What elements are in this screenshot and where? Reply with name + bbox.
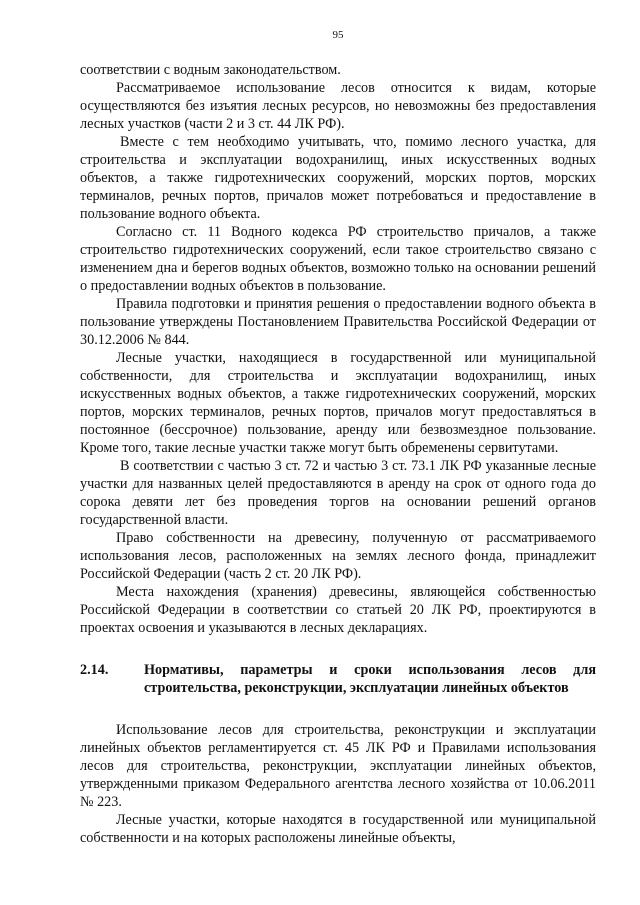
paragraph: Вместе с тем необходимо учитывать, что, помимо лесного участка, для строительства и эксплуатации водохранилищ, иных искусственных водных объектов, а также гидротехнических сооружений, морских портов, морских терминалов, речных портов, причалов может потребоваться и предоставление в пользование водного объекта. [80, 134, 596, 222]
section-number: 2.14. [80, 662, 109, 678]
paragraph: Право собственности на древесину, полученную от рассматриваемого использования лесов, расположенных на землях лесного фонда, принадлежит Российской Федерации (часть 2 ст. 20 ЛК РФ). [80, 530, 596, 582]
paragraph: Лесные участки, которые находятся в государственной или муниципальной собственности и на которых расположены линейные объекты, [80, 812, 596, 846]
page-number: 95 [332, 29, 344, 41]
paragraph: Места нахождения (хранения) древесины, являющейся собственностью Российской Федерации в соответствии со статьей 20 ЛК РФ, проектируются в проектах освоения и указываются в лесных декларациях. [80, 584, 596, 636]
section-heading [80, 661, 596, 697]
paragraph: Лесные участки, находящиеся в государственной или муниципальной собственности, для строительства и эксплуатации водохранилищ, иных искусственных водных объектов, а также гидротехнических сооружений, морских портов, морских терминалов, речных портов, причалов могут предоставляться в постоянное (бессрочное) пользование, аренду или безвозмездное пользование. Кроме того, такие лесные участки также могут быть обременены сервитутами. [80, 350, 596, 456]
document-body [80, 61, 596, 847]
paragraph: Согласно ст. 11 Водного кодекса РФ строительство причалов, а также строительство гидротехнических сооружений, если такое строительство связано с изменением дна и берегов водных объектов, возможно только на основании решений о предоставлении водных объектов в пользование. [80, 224, 596, 294]
paragraph: Рассматриваемое использование лесов относится к видам, которые осуществляются без изъятия лесных ресурсов, но невозможны без предоставления лесных участков (части 2 и 3 ст. 44 ЛК РФ). [80, 80, 596, 132]
paragraph: Использование лесов для строительства, реконструкции и эксплуатации линейных объектов регламентируется ст. 45 ЛК РФ и Правилами использования лесов для строительства, реконструкции, эксплуатации линейных объектов, утвержденными приказом Федерального агентства лесного хозяйства от 10.06.2011 № 223. [80, 722, 596, 810]
section-title: Нормативы, параметры и сроки использования лесов для строительства, реконструкции, эксплуатации линейных объектов [144, 662, 596, 696]
paragraph: В соответствии с частью 3 ст. 72 и частью 3 ст. 73.1 ЛК РФ указанные лесные участки для названных целей предоставляются в аренду на срок от одного года до сорока девяти лет без проведения торгов на основании решений органов государственной власти. [80, 458, 596, 528]
paragraph: соответствии с водным законодательством. [80, 62, 341, 78]
paragraph: Правила подготовки и принятия решения о предоставлении водного объекта в пользование утверждены Постановлением Правительства Российской Федерации от 30.12.2006 № 844. [80, 296, 596, 348]
